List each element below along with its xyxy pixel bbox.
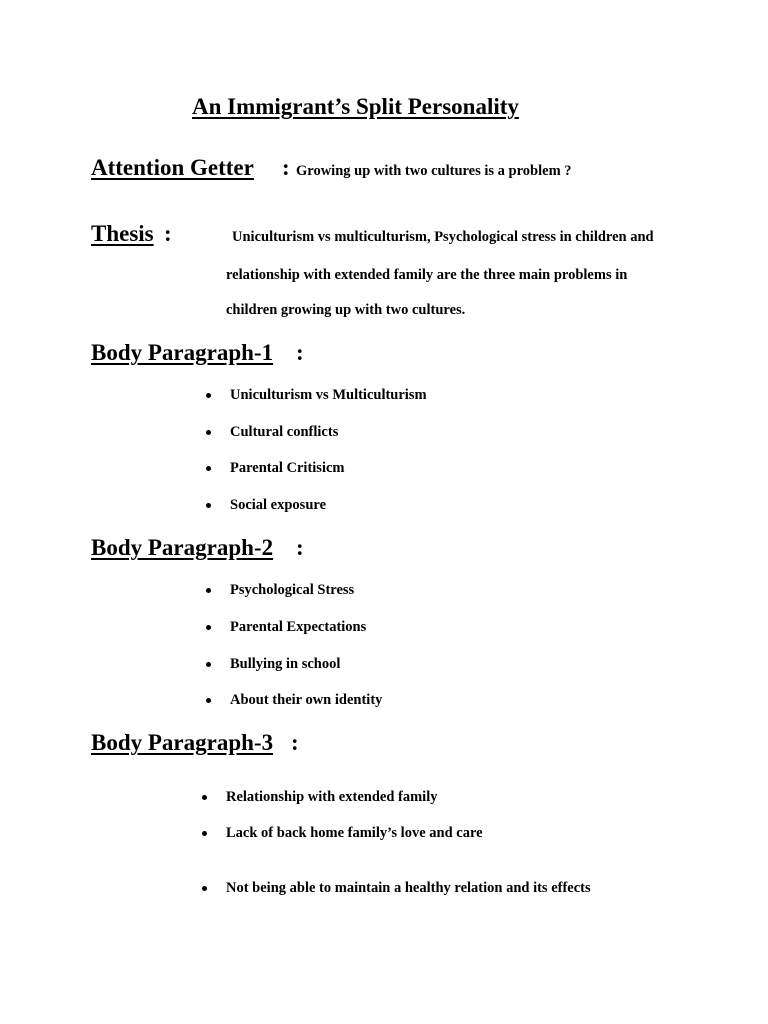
body-paragraph-1-colon: :	[296, 340, 304, 365]
list-item: Not being able to maintain a healthy relation and its effects	[226, 880, 591, 896]
bullet-icon	[206, 466, 211, 471]
attention-getter-label: Attention Getter	[91, 155, 254, 180]
list-item: About their own identity	[230, 692, 383, 708]
list-item: Psychological Stress	[230, 582, 355, 598]
body-paragraph-1-label: Body Paragraph-1	[91, 340, 274, 365]
attention-getter-text: Growing up with two cultures is a problem ?	[296, 163, 572, 179]
bullet-icon	[206, 588, 211, 593]
bullet-icon	[206, 393, 211, 398]
body-paragraph-2-label: Body Paragraph-2	[91, 535, 274, 560]
list-item: Lack of back home family’s love and care	[226, 825, 483, 841]
list-item: Relationship with extended family	[226, 789, 438, 805]
thesis-line-3: children growing up with two cultures.	[226, 302, 466, 318]
attention-getter-colon: :	[282, 155, 290, 180]
thesis-label: Thesis	[91, 221, 154, 246]
bullet-icon	[202, 886, 207, 891]
thesis-colon: :	[164, 221, 172, 246]
body-paragraph-2-colon: :	[296, 535, 304, 560]
thesis-line-2: relationship with extended family are the three main problems in	[226, 267, 628, 283]
bullet-icon	[202, 795, 207, 800]
list-item: Cultural conflicts	[230, 424, 339, 440]
list-item: Parental Expectations	[230, 619, 367, 635]
list-item: Uniculturism vs Multiculturism	[230, 387, 427, 403]
list-item: Social exposure	[230, 497, 326, 513]
document-title: An Immigrant’s Split Personality	[192, 94, 519, 119]
body-paragraph-3-colon: :	[291, 730, 299, 755]
bullet-icon	[206, 662, 211, 667]
bullet-icon	[206, 698, 211, 703]
bullet-icon	[202, 831, 207, 836]
list-item: Bullying in school	[230, 656, 341, 672]
thesis-line-1: Uniculturism vs multiculturism, Psychological stress in children and	[232, 229, 654, 245]
bullet-icon	[206, 503, 211, 508]
bullet-icon	[206, 430, 211, 435]
bullet-icon	[206, 625, 211, 630]
body-paragraph-3-label: Body Paragraph-3	[91, 730, 274, 755]
list-item: Parental Critisicm	[230, 460, 345, 476]
